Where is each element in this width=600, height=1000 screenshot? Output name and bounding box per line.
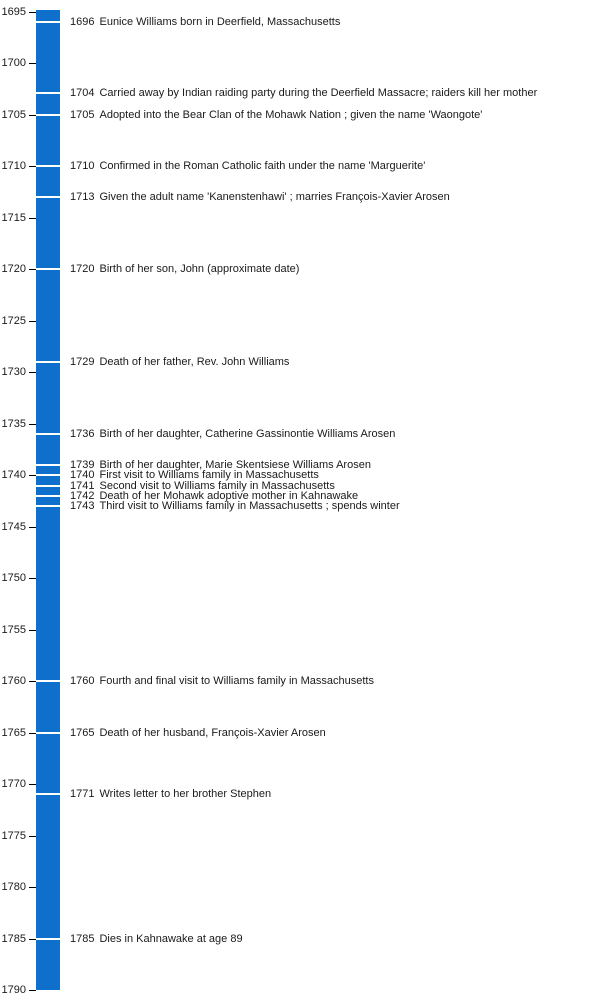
axis-year-label: 1730: [1, 366, 26, 379]
axis-year-label: 1700: [1, 57, 26, 70]
event-marker: [36, 268, 60, 270]
axis-tick: [29, 836, 36, 837]
axis-year-label: 1720: [1, 263, 26, 276]
axis-tick: [29, 218, 36, 219]
axis-tick: [29, 939, 36, 940]
event-year: 1741: [70, 479, 95, 492]
event-marker: [36, 680, 60, 682]
axis-tick: [29, 166, 36, 167]
event-text: Death of her husband, François-Xavier Arosen: [99, 726, 326, 739]
axis-year-label: 1770: [1, 778, 26, 791]
axis-year-label: 1710: [1, 160, 26, 173]
event-year: 1705: [70, 108, 95, 121]
event-text: Death of her Mohawk adoptive mother in Kahnawake: [99, 489, 359, 502]
event-marker: [36, 793, 60, 795]
event-text: Birth of her daughter, Catherine Gassinontie Williams Arosen: [99, 428, 396, 441]
event-marker: [36, 196, 60, 198]
axis-year-label: 1760: [1, 675, 26, 688]
event-marker: [36, 505, 60, 507]
event-year: 1720: [70, 263, 95, 276]
event-text: Adopted into the Bear Clan of the Mohawk Nation ; given the name 'Waongote': [99, 108, 483, 121]
axis-year-label: 1750: [1, 572, 26, 585]
axis-year-label: 1765: [1, 726, 26, 739]
timeline-event: [70, 15, 340, 29]
event-marker: [36, 495, 60, 497]
timeline-event: [70, 108, 482, 122]
event-marker: [36, 114, 60, 116]
event-text: Writes letter to her brother Stephen: [99, 788, 272, 801]
axis-year-label: 1775: [1, 829, 26, 842]
axis-tick: [29, 990, 36, 991]
axis-tick: [29, 269, 36, 270]
event-marker: [36, 165, 60, 167]
event-year: 1729: [70, 356, 95, 369]
event-marker: [36, 361, 60, 363]
timeline-event: [70, 787, 271, 801]
timeline-bar: [36, 10, 60, 990]
event-marker: [36, 474, 60, 476]
event-year: 1760: [70, 675, 95, 688]
axis-year-label: 1780: [1, 881, 26, 894]
timeline-event: [70, 499, 400, 513]
axis-tick: [29, 475, 36, 476]
event-text: Given the adult name 'Kanenstenhawi' ; marries François-Xavier Arosen: [99, 191, 450, 204]
timeline-event: [70, 932, 243, 946]
event-text: Death of her father, Rev. John Williams: [99, 356, 290, 369]
axis-year-label: 1745: [1, 520, 26, 533]
axis-tick: [29, 527, 36, 528]
axis-year-label: 1735: [1, 417, 26, 430]
event-text: Carried away by Indian raiding party during the Deerfield Massacre; raiders kill her mother: [99, 87, 538, 100]
event-marker: [36, 21, 60, 23]
event-marker: [36, 464, 60, 466]
timeline-event: [70, 190, 450, 204]
axis-year-label: 1725: [1, 314, 26, 327]
event-marker: [36, 433, 60, 435]
axis-tick: [29, 424, 36, 425]
timeline-event: [70, 427, 395, 441]
event-text: Birth of her son, John (approximate date): [99, 263, 300, 276]
axis-tick: [29, 784, 36, 785]
axis-year-label: 1785: [1, 932, 26, 945]
axis-tick: [29, 887, 36, 888]
axis-tick: [29, 321, 36, 322]
axis-tick: [29, 63, 36, 64]
timeline-event: [70, 159, 425, 173]
event-year: 1771: [70, 788, 95, 801]
event-text: Eunice Williams born in Deerfield, Massachusetts: [99, 16, 341, 29]
event-year: 1765: [70, 726, 95, 739]
event-text: Birth of her daughter, Marie Skentsiese Williams Arosen: [99, 458, 371, 471]
event-year: 1710: [70, 160, 95, 173]
event-year: 1740: [70, 469, 95, 482]
event-marker: [36, 92, 60, 94]
event-text: Fourth and final visit to Williams family in Massachusetts: [99, 675, 374, 688]
timeline-event: [70, 262, 299, 276]
axis-tick: [29, 372, 36, 373]
axis-tick: [29, 12, 36, 13]
axis-year-label: 1790: [1, 984, 26, 996]
axis-tick: [29, 115, 36, 116]
timeline-event: [70, 355, 289, 369]
timeline-event: [70, 674, 374, 688]
timeline-event: [70, 86, 537, 100]
axis-year-label: 1705: [1, 108, 26, 121]
event-year: 1736: [70, 428, 95, 441]
axis-year-label: 1695: [1, 6, 26, 18]
event-text: Third visit to Williams family in Massachusetts ; spends winter: [99, 500, 400, 513]
event-year: 1739: [70, 458, 95, 471]
event-year: 1742: [70, 489, 95, 502]
event-year: 1743: [70, 500, 95, 513]
axis-year-label: 1740: [1, 469, 26, 482]
timeline-event: [70, 726, 326, 740]
event-text: First visit to Williams family in Massachusetts: [99, 469, 319, 482]
event-marker: [36, 938, 60, 940]
event-year: 1785: [70, 932, 95, 945]
axis-tick: [29, 733, 36, 734]
event-year: 1713: [70, 191, 95, 204]
axis-tick: [29, 630, 36, 631]
event-year: 1704: [70, 87, 95, 100]
event-marker: [36, 732, 60, 734]
event-text: Confirmed in the Roman Catholic faith under the name 'Marguerite': [99, 160, 426, 173]
axis-tick: [29, 681, 36, 682]
event-marker: [36, 485, 60, 487]
event-year: 1696: [70, 16, 95, 29]
axis-year-label: 1715: [1, 211, 26, 224]
axis-year-label: 1755: [1, 623, 26, 636]
event-text: Dies in Kahnawake at age 89: [99, 932, 243, 945]
axis-tick: [29, 578, 36, 579]
event-text: Second visit to Williams family in Massachusetts: [99, 479, 335, 492]
